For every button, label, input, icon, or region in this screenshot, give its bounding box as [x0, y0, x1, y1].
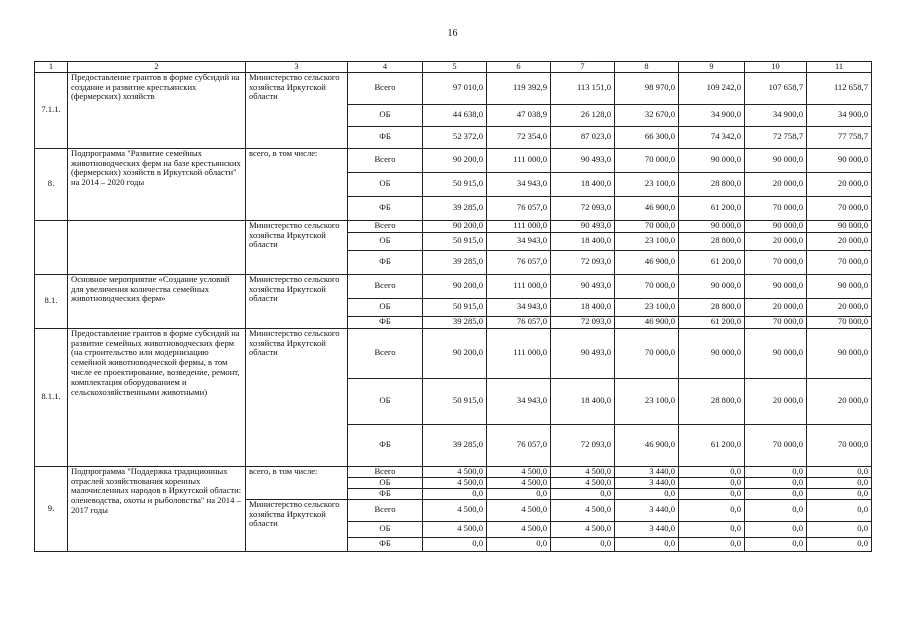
amount-cell: 39 285,0	[423, 424, 487, 466]
amount-cell: 3 440,0	[615, 477, 679, 488]
amount-cell: 0,0	[745, 537, 807, 551]
row-name: Основное мероприятие «Создание условий для увеличения количества семейных животноводческих ферм»	[68, 274, 246, 328]
amount-cell: 90 000,0	[745, 148, 807, 172]
amount-cell: 90 000,0	[745, 220, 807, 232]
amount-cell: 112 658,7	[807, 72, 872, 104]
funding-source: ОБ	[348, 104, 423, 126]
amount-cell: 20 000,0	[745, 298, 807, 316]
table-row	[35, 220, 872, 232]
amount-cell: 70 000,0	[745, 196, 807, 220]
amount-cell: 90 000,0	[745, 274, 807, 298]
funding-source: ОБ	[348, 232, 423, 250]
amount-cell: 70 000,0	[615, 148, 679, 172]
amount-cell: 72 093,0	[551, 196, 615, 220]
amount-cell: 72 354,0	[487, 126, 551, 148]
column-header: 8	[615, 62, 679, 73]
responsible-party: Министерство сельского хозяйства Иркутской области	[246, 72, 348, 148]
column-header: 9	[679, 62, 745, 73]
amount-cell: 109 242,0	[679, 72, 745, 104]
amount-cell: 70 000,0	[807, 316, 872, 328]
amount-cell: 111 000,0	[487, 328, 551, 378]
amount-cell: 4 500,0	[487, 521, 551, 537]
amount-cell: 61 200,0	[679, 250, 745, 274]
amount-cell: 70 000,0	[615, 274, 679, 298]
column-header: 2	[68, 62, 246, 73]
amount-cell: 34 900,0	[679, 104, 745, 126]
amount-cell: 20 000,0	[807, 378, 872, 424]
amount-cell: 0,0	[807, 521, 872, 537]
column-header: 6	[487, 62, 551, 73]
amount-cell: 98 970,0	[615, 72, 679, 104]
table-row	[35, 328, 872, 378]
row-number: 7.1.1.	[35, 72, 68, 148]
amount-cell: 90 493,0	[551, 148, 615, 172]
amount-cell: 77 758,7	[807, 126, 872, 148]
amount-cell: 18 400,0	[551, 378, 615, 424]
responsible-party: Министерство сельского хозяйства Иркутской области	[246, 274, 348, 328]
page-number: 16	[447, 28, 458, 39]
amount-cell: 28 800,0	[679, 172, 745, 196]
amount-cell: 18 400,0	[551, 172, 615, 196]
amount-cell: 90 493,0	[551, 220, 615, 232]
amount-cell: 0,0	[679, 537, 745, 551]
amount-cell: 90 000,0	[679, 148, 745, 172]
amount-cell: 20 000,0	[807, 298, 872, 316]
row-name: Предоставление грантов в форме субсидий на развитие семейных животноводческих ферм (на строительство или модернизацию семейной животноводческой фермы, в том числе ее проектирование, возведение, ремонт, комплектация оборудованием и сельскохозяйственными животными)	[68, 328, 246, 466]
budget-table	[34, 61, 872, 552]
row-name	[68, 220, 246, 274]
table-row	[35, 274, 872, 298]
amount-cell: 107 658,7	[745, 72, 807, 104]
amount-cell: 90 000,0	[679, 328, 745, 378]
amount-cell: 4 500,0	[423, 477, 487, 488]
amount-cell: 90 493,0	[551, 274, 615, 298]
amount-cell: 97 010,0	[423, 72, 487, 104]
responsible-party: всего, в том числе:	[246, 148, 348, 220]
amount-cell: 34 943,0	[487, 378, 551, 424]
funding-source: ФБ	[348, 537, 423, 551]
amount-cell: 70 000,0	[807, 424, 872, 466]
amount-cell: 70 000,0	[615, 328, 679, 378]
amount-cell: 50 915,0	[423, 378, 487, 424]
funding-source: ФБ	[348, 126, 423, 148]
amount-cell: 87 023,0	[551, 126, 615, 148]
amount-cell: 0,0	[551, 537, 615, 551]
amount-cell: 28 800,0	[679, 378, 745, 424]
table-row	[35, 466, 872, 477]
amount-cell: 61 200,0	[679, 424, 745, 466]
amount-cell: 90 000,0	[679, 220, 745, 232]
row-number: 8.	[35, 148, 68, 220]
amount-cell: 50 915,0	[423, 172, 487, 196]
amount-cell: 70 000,0	[807, 196, 872, 220]
table-row	[35, 148, 872, 172]
column-header: 7	[551, 62, 615, 73]
amount-cell: 70 000,0	[745, 424, 807, 466]
amount-cell: 76 057,0	[487, 250, 551, 274]
amount-cell: 72 758,7	[745, 126, 807, 148]
funding-source: ОБ	[348, 378, 423, 424]
row-name: Предоставление грантов в форме субсидий на создание и развитие крестьянских (фермерских) хозяйств	[68, 72, 246, 148]
amount-cell: 23 100,0	[615, 298, 679, 316]
amount-cell: 90 000,0	[807, 328, 872, 378]
amount-cell: 61 200,0	[679, 316, 745, 328]
funding-source: ОБ	[348, 172, 423, 196]
amount-cell: 34 900,0	[745, 104, 807, 126]
amount-cell: 4 500,0	[551, 466, 615, 477]
amount-cell: 0,0	[615, 537, 679, 551]
amount-cell: 20 000,0	[745, 172, 807, 196]
amount-cell: 90 200,0	[423, 220, 487, 232]
amount-cell: 46 900,0	[615, 196, 679, 220]
column-header: 4	[348, 62, 423, 73]
amount-cell: 20 000,0	[807, 232, 872, 250]
amount-cell: 90 000,0	[807, 220, 872, 232]
amount-cell: 111 000,0	[487, 274, 551, 298]
amount-cell: 34 943,0	[487, 172, 551, 196]
amount-cell: 50 915,0	[423, 232, 487, 250]
amount-cell: 4 500,0	[487, 466, 551, 477]
amount-cell: 76 057,0	[487, 424, 551, 466]
amount-cell: 4 500,0	[423, 521, 487, 537]
amount-cell: 28 800,0	[679, 298, 745, 316]
amount-cell: 111 000,0	[487, 220, 551, 232]
amount-cell: 0,0	[807, 477, 872, 488]
amount-cell: 90 200,0	[423, 274, 487, 298]
responsible-party: всего, в том числе:	[246, 466, 348, 499]
amount-cell: 46 900,0	[615, 316, 679, 328]
amount-cell: 0,0	[423, 488, 487, 499]
amount-cell: 70 000,0	[615, 220, 679, 232]
amount-cell: 23 100,0	[615, 232, 679, 250]
funding-source: ФБ	[348, 196, 423, 220]
amount-cell: 72 093,0	[551, 316, 615, 328]
amount-cell: 52 372,0	[423, 126, 487, 148]
amount-cell: 76 057,0	[487, 316, 551, 328]
funding-source: ОБ	[348, 477, 423, 488]
amount-cell: 34 943,0	[487, 298, 551, 316]
amount-cell: 90 000,0	[745, 328, 807, 378]
amount-cell: 66 300,0	[615, 126, 679, 148]
amount-cell: 3 440,0	[615, 466, 679, 477]
amount-cell: 70 000,0	[745, 316, 807, 328]
amount-cell: 70 000,0	[807, 250, 872, 274]
funding-source: Всего	[348, 466, 423, 477]
amount-cell: 0,0	[615, 488, 679, 499]
column-header: 3	[246, 62, 348, 73]
amount-cell: 0,0	[745, 499, 807, 521]
amount-cell: 39 285,0	[423, 316, 487, 328]
funding-source: ФБ	[348, 424, 423, 466]
amount-cell: 44 638,0	[423, 104, 487, 126]
amount-cell: 0,0	[745, 466, 807, 477]
amount-cell: 4 500,0	[423, 499, 487, 521]
amount-cell: 0,0	[807, 499, 872, 521]
amount-cell: 4 500,0	[423, 466, 487, 477]
amount-cell: 4 500,0	[551, 499, 615, 521]
amount-cell: 0,0	[551, 488, 615, 499]
amount-cell: 90 000,0	[807, 148, 872, 172]
amount-cell: 61 200,0	[679, 196, 745, 220]
funding-source: Всего	[348, 328, 423, 378]
funding-source: ФБ	[348, 316, 423, 328]
row-name: Подпрограмма "Поддержка традиционных отраслей хозяйствования коренных малочисленных народов в Иркутской области: оленеводства, охоты и рыболовства" на 2014 – 2017 годы	[68, 466, 246, 551]
amount-cell: 90 000,0	[679, 274, 745, 298]
funding-source: ОБ	[348, 298, 423, 316]
table-row	[35, 72, 872, 104]
amount-cell: 4 500,0	[487, 477, 551, 488]
amount-cell: 34 943,0	[487, 232, 551, 250]
amount-cell: 0,0	[745, 477, 807, 488]
amount-cell: 72 093,0	[551, 250, 615, 274]
amount-cell: 0,0	[679, 499, 745, 521]
responsible-party: Министерство сельского хозяйства Иркутской области	[246, 499, 348, 551]
row-number: 9.	[35, 466, 68, 551]
amount-cell: 0,0	[807, 488, 872, 499]
amount-cell: 18 400,0	[551, 232, 615, 250]
amount-cell: 90 000,0	[807, 274, 872, 298]
amount-cell: 26 128,0	[551, 104, 615, 126]
amount-cell: 111 000,0	[487, 148, 551, 172]
column-number-row	[35, 62, 872, 73]
funding-source: ФБ	[348, 250, 423, 274]
amount-cell: 20 000,0	[745, 378, 807, 424]
funding-source: ОБ	[348, 521, 423, 537]
amount-cell: 39 285,0	[423, 250, 487, 274]
amount-cell: 76 057,0	[487, 196, 551, 220]
funding-source: ФБ	[348, 488, 423, 499]
amount-cell: 0,0	[679, 466, 745, 477]
amount-cell: 90 200,0	[423, 328, 487, 378]
amount-cell: 72 093,0	[551, 424, 615, 466]
row-number: 8.1.	[35, 274, 68, 328]
amount-cell: 46 900,0	[615, 424, 679, 466]
row-number: 8.1.1.	[35, 328, 68, 466]
amount-cell: 4 500,0	[551, 521, 615, 537]
amount-cell: 0,0	[423, 537, 487, 551]
responsible-party: Министерство сельского хозяйства Иркутской области	[246, 220, 348, 274]
responsible-party: Министерство сельского хозяйства Иркутской области	[246, 328, 348, 466]
amount-cell: 47 038,9	[487, 104, 551, 126]
amount-cell: 18 400,0	[551, 298, 615, 316]
amount-cell: 39 285,0	[423, 196, 487, 220]
amount-cell: 119 392,9	[487, 72, 551, 104]
amount-cell: 34 900,0	[807, 104, 872, 126]
row-name: Подпрограмма "Развитие семейных животноводческих ферм на базе крестьянских (фермерских) хозяйств в Иркутской области" на 2014 – 2020 годы	[68, 148, 246, 220]
column-header: 5	[423, 62, 487, 73]
amount-cell: 0,0	[679, 521, 745, 537]
amount-cell: 0,0	[807, 537, 872, 551]
funding-source: Всего	[348, 148, 423, 172]
amount-cell: 0,0	[487, 488, 551, 499]
amount-cell: 23 100,0	[615, 172, 679, 196]
amount-cell: 0,0	[679, 488, 745, 499]
column-header: 11	[807, 62, 872, 73]
amount-cell: 3 440,0	[615, 521, 679, 537]
funding-source: Всего	[348, 499, 423, 521]
amount-cell: 20 000,0	[745, 232, 807, 250]
amount-cell: 90 200,0	[423, 148, 487, 172]
amount-cell: 4 500,0	[487, 499, 551, 521]
amount-cell: 46 900,0	[615, 250, 679, 274]
amount-cell: 0,0	[487, 537, 551, 551]
amount-cell: 4 500,0	[551, 477, 615, 488]
amount-cell: 50 915,0	[423, 298, 487, 316]
amount-cell: 0,0	[807, 466, 872, 477]
amount-cell: 0,0	[745, 521, 807, 537]
funding-source: Всего	[348, 274, 423, 298]
amount-cell: 23 100,0	[615, 378, 679, 424]
row-number	[35, 220, 68, 274]
amount-cell: 0,0	[679, 477, 745, 488]
amount-cell: 0,0	[745, 488, 807, 499]
column-header: 10	[745, 62, 807, 73]
funding-source: Всего	[348, 220, 423, 232]
amount-cell: 32 670,0	[615, 104, 679, 126]
funding-source: Всего	[348, 72, 423, 104]
column-header: 1	[35, 62, 68, 73]
amount-cell: 3 440,0	[615, 499, 679, 521]
amount-cell: 113 151,0	[551, 72, 615, 104]
amount-cell: 74 342,0	[679, 126, 745, 148]
amount-cell: 20 000,0	[807, 172, 872, 196]
amount-cell: 28 800,0	[679, 232, 745, 250]
amount-cell: 90 493,0	[551, 328, 615, 378]
amount-cell: 70 000,0	[745, 250, 807, 274]
